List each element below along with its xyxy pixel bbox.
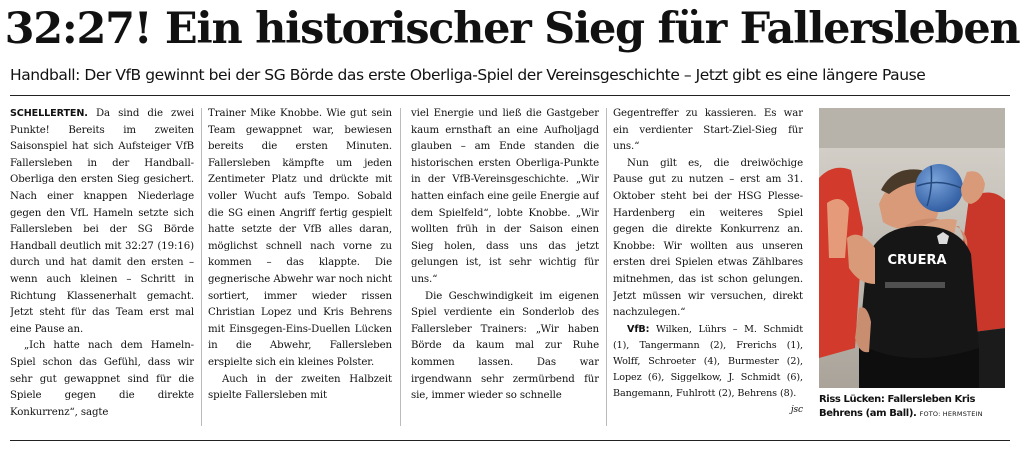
handball-photo-illustration: [819, 108, 1005, 388]
article-paragraph: „Ich hatte nach dem Hameln-Spiel schon das Gefühl, dass wir sehr gut gewappnet sind für die Spiele gegen die direkte Konkurrenz“, sagte: [10, 340, 194, 418]
subheadline: Handball: Der VfB gewinnt bei der SG Börde das erste Oberliga-Spiel der Vereinsgeschichte – Jetzt gibt es eine längere Pause: [10, 66, 926, 84]
column-divider: [201, 108, 202, 426]
handball-photo: [819, 108, 1005, 388]
author-initials: jsc: [790, 404, 803, 415]
photo-caption: [819, 393, 1011, 433]
lineup-label: VfB:: [627, 323, 650, 335]
article-paragraph: Da sind die zwei Punkte! Bereits im zweiten Saisonspiel hat sich Aufsteiger VfB Fallersleben in der Handball-Oberliga den ersten Sieg gesichert. Nach einer knappen Niederlage gegen den VfL Hameln setzte sich Fallersleben bei der SG Börde Handball deutlich mit 32:27 (19:16) durch und hat damit den ersten – wenn auch kleinen – Schritt in Richtung Klassenerhalt gemacht. Jetzt steht für das Team erst mal eine Pause an.: [10, 108, 194, 335]
article-paragraph: Nun gilt es, die dreiwöchige Pause gut zu nutzen – erst am 31. Oktober steht bei der HSG Plesse-Hardenberg ein weiteres Spiel gegen die direkte Konkurrenz an. Knobbe: Wir wollten aus unseren ersten drei Spielen etwas Zählbares mitnehmen, das ist schon gelungen. Jetzt müssen wir versuchen, direkt nachzulegen.“: [613, 157, 803, 319]
photo-credit: FOTO: HERMSTEIN: [919, 410, 983, 418]
top-rule: [10, 95, 1010, 96]
column-divider: [606, 108, 607, 426]
caption-text: Riss Lücken: Fallersleben Kris Behrens (am Ball).: [819, 394, 976, 419]
article-paragraph: Gegentreffer zu kassieren. Es war ein verdienter Start-Ziel-Sieg für uns.“: [613, 108, 803, 153]
article-column-1: [10, 106, 194, 436]
article-paragraph: Trainer Mike Knobbe. Wie gut sein Team gewappnet war, bewiesen bereits die ersten Minuten. Fallersleben kämpfte um jeden Zentimeter Platz und drückte mit voller Wucht aufs Tempo. Sobald die SG einen Angriff fertig gespielt hatte setzte der VfB alles daran, möglichst schnell nach vorne zu kommen – das klappte. Die gegnerische Abwehr war noch nicht sortiert, immer wieder rissen Christian Lopez und Kris Behrens mit Einsgegen-Eins-Duellen Lücken in die Abwehr, Fallersleben erspielte sich ein kleines Polster.: [208, 108, 392, 368]
article-column-2: [208, 106, 392, 436]
lineup: [613, 322, 803, 415]
column-divider: [400, 108, 401, 426]
bottom-rule: [10, 440, 1010, 441]
jersey-sponsor-text: CRUERA: [887, 253, 947, 268]
article-paragraph: viel Energie und ließ die Gastgeber kaum ernsthaft an eine Aufholjagd glauben – am Ende standen die historischen ersten Oberliga-Punkte in der VfB-Vereinsgeschichte. „Wir hatten einfach eine geile Energie auf dem Spielfeld“, lobte Knobbe. „Wir wollten früh in der Saison einen Sieg holen, dass uns das jetzt gelungen ist, ist sehr wichtig für uns.“: [411, 108, 599, 285]
article-column-4: [613, 106, 803, 436]
headline: 32:27! Ein historischer Sieg für Fallersleben: [4, 4, 1020, 54]
article-paragraph: Die Geschwindigkeit im eigenen Spiel verdiente ein Sonderlob des Fallersleber Trainers: „Wir haben Börde da kaum mal zur Ruhe kommen lassen. Das war irgendwann sehr zermürbend für sie, immer wieder so schnelle: [411, 290, 599, 402]
dateline: SCHELLERTEN.: [10, 108, 88, 119]
lineup-text: Wilken, Lührs – M. Schmidt (1), Tangermann (2), Frerichs (1), Wolff, Schroeter (4), Burmester (2), Lopez (6), Siggelkow, J. Schmidt (6), Bangemann, Fuhlrott (2), Behrens (8).: [613, 323, 803, 399]
article-column-3: [411, 106, 599, 436]
article-paragraph: Auch in der zweiten Halbzeit spielte Fallersleben mit: [208, 373, 392, 402]
